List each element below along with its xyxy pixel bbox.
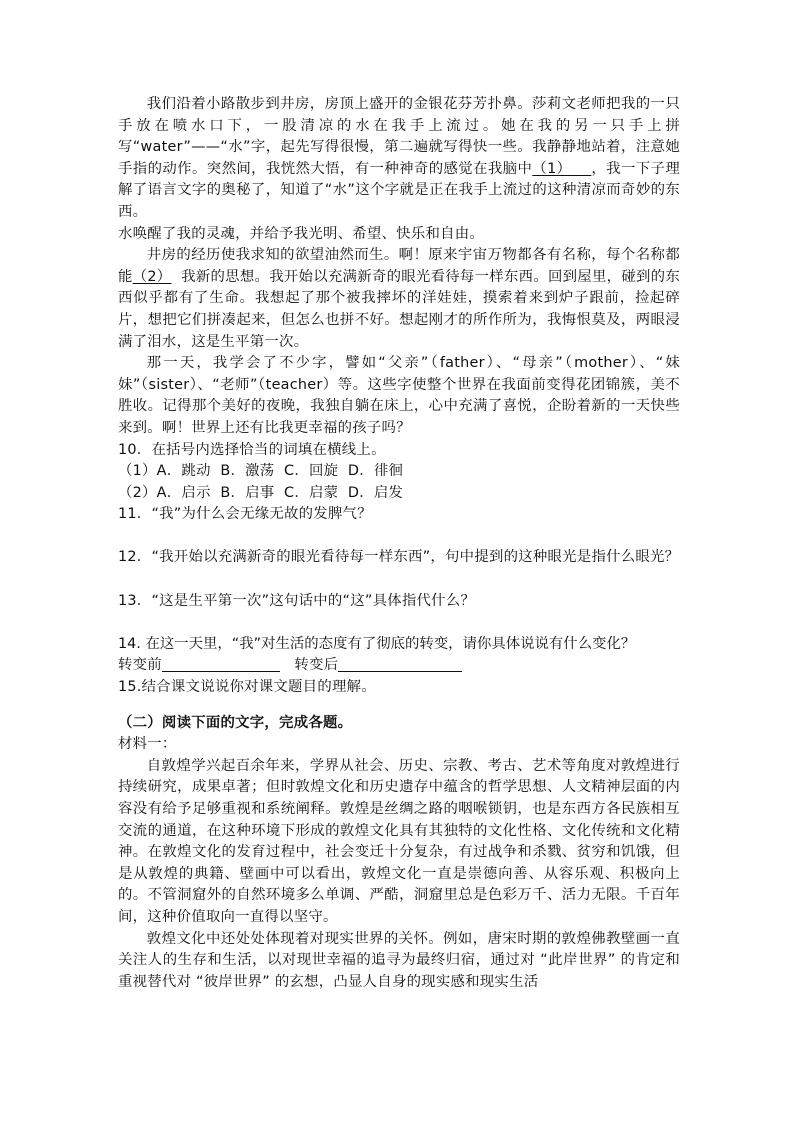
document-page xyxy=(118,94,680,993)
question-10: 10．在括号内选择恰当的词填在横线上。 xyxy=(118,441,386,458)
passage1-paragraph-3 xyxy=(118,245,680,353)
paragraph-text: 我们沿着小路散步到井房，房顶上盛开的金银花芬芳扑鼻。莎莉文老师把我的一只手放在喷水口下，一股清凉的水在我手上流过。她在我的另一只手上拼写“water”——“水”字，起先写得很慢，第二遍就写得快一些。我静静地站着，注意她手指的动作。突然间，我恍然大悟，有一种神奇的感觉在我脑中 xyxy=(118,96,680,177)
before-answer-blank[interactable] xyxy=(162,655,280,672)
after-label: 转变后 xyxy=(294,657,339,674)
after-answer-blank[interactable] xyxy=(338,655,462,672)
blank-1: （1） xyxy=(532,160,572,177)
question-12: 12．“我开始以充满新奇的眼光看待每一样东西”，句中提到的这种眼光是指什么眼光？ xyxy=(118,549,680,566)
question-15: 15.结合课文说说你对课文题目的理解。 xyxy=(118,679,376,696)
section-2-heading: （二）阅读下面的文字，完成各题。 xyxy=(118,714,353,731)
section-spacer xyxy=(118,699,680,713)
passage1-paragraph-2: 水唤醒了我的灵魂，并给予我光明、希望、快乐和自由。 xyxy=(118,225,485,242)
question-14: 14. 在这一天里，“我”对生活的态度有了彻底的转变，请你具体说说有什么变化？ xyxy=(118,635,636,652)
answer-space xyxy=(118,569,680,591)
passage1-paragraph-1 xyxy=(118,94,680,224)
before-label: 转变前 xyxy=(118,657,162,674)
question-11: 11．“我”为什么会无缘无故的发脾气？ xyxy=(118,506,372,523)
section2-paragraph-1: 自敦煌学兴起百余年来，学界从社会、历史、宗教、考古、艺术等角度对敦煌进行持续研究，成果卓著；但时敦煌文化和历史遗存中蕴含的哲学思想、人文精神层面的内容没有给予足够重视和系统阐释。敦煌是丝绸之路的咽喉锁钥，也是东西方各民族相互交流的通道，在这种环境下形成的敦煌文化具有其独特的文化性格、文化传统和文化精神。在敦煌文化的发育过程中，社会变迁十分复杂，有过战争和杀戮、贫穷和饥饿，但是从敦煌的典籍、壁画中可以看出，敦煌文化一直是崇德向善、从容乐观、积极向上的。不管洞窟外的自然环境多么单调、严酷，洞窟里总是色彩万千、活力无限。千百年间，这种价值取向一直得以坚守。 xyxy=(118,757,680,925)
paragraph-text: ，我一下子理解了语言文字的奥秘了，知道了“水”这个字就是正在我手上流过的这种清凉而奇妙的东西。 xyxy=(118,160,680,220)
question-10-option-2: （2）A．启示 B．启事 C．启蒙 D．启发 xyxy=(118,484,404,501)
question-13: 13．“这是生平第一次”这句话中的“这”具体指代什么？ xyxy=(118,592,476,609)
question-10-option-1: （1）A．跳动 B．激荡 C．回旋 D．徘徊 xyxy=(118,463,404,480)
passage1-paragraph-4: 那一天，我学会了不少字，譬如“父亲”（father）、“母亲”（mother）、“妹妹”（sister）、“老师”（teacher）等。这些字使整个世界在我面前变得花团锦簇，美不胜收。记得那个美好的夜晚，我独自躺在床上，心中充满了喜悦，企盼着新的一天快些来到。啊！世界上还有比我更幸福的孩子吗？ xyxy=(118,355,680,436)
material-label: 材料一： xyxy=(118,736,177,753)
question-14-answer-line xyxy=(118,655,680,677)
paragraph-text: 我新的思想。我开始以充满新奇的眼光看待每一样东西。回到屋里，碰到的东西似乎都有了生命。我想起了那个被我摔坏的洋娃娃，摸索着来到炉子跟前，捡起碎片，想把它们拼凑起来，但怎么也拼不好。想起刚才的所作所为，我悔恨莫及，两眼浸满了泪水，这是生平第一次。 xyxy=(118,268,680,350)
blank-2: （2） xyxy=(132,268,172,285)
answer-space xyxy=(118,612,680,634)
answer-space xyxy=(118,526,680,548)
paragraph-text: 井房的经历使我求知的欲望油然而生。啊！原来宇宙万物都各有名称，每个名称都能 xyxy=(118,247,680,285)
section2-paragraph-2: 敦煌文化中还处处体现着对现实世界的关怀。例如，唐宋时期的敦煌佛教壁画一直关注人的生存和生活，以对现世幸福的追寻为最终归宿，通过对 “此岸世界” 的肯定和重视替代对 “彼岸世界” 的玄想，凸显人自身的现实感和现实生活 xyxy=(118,930,680,990)
